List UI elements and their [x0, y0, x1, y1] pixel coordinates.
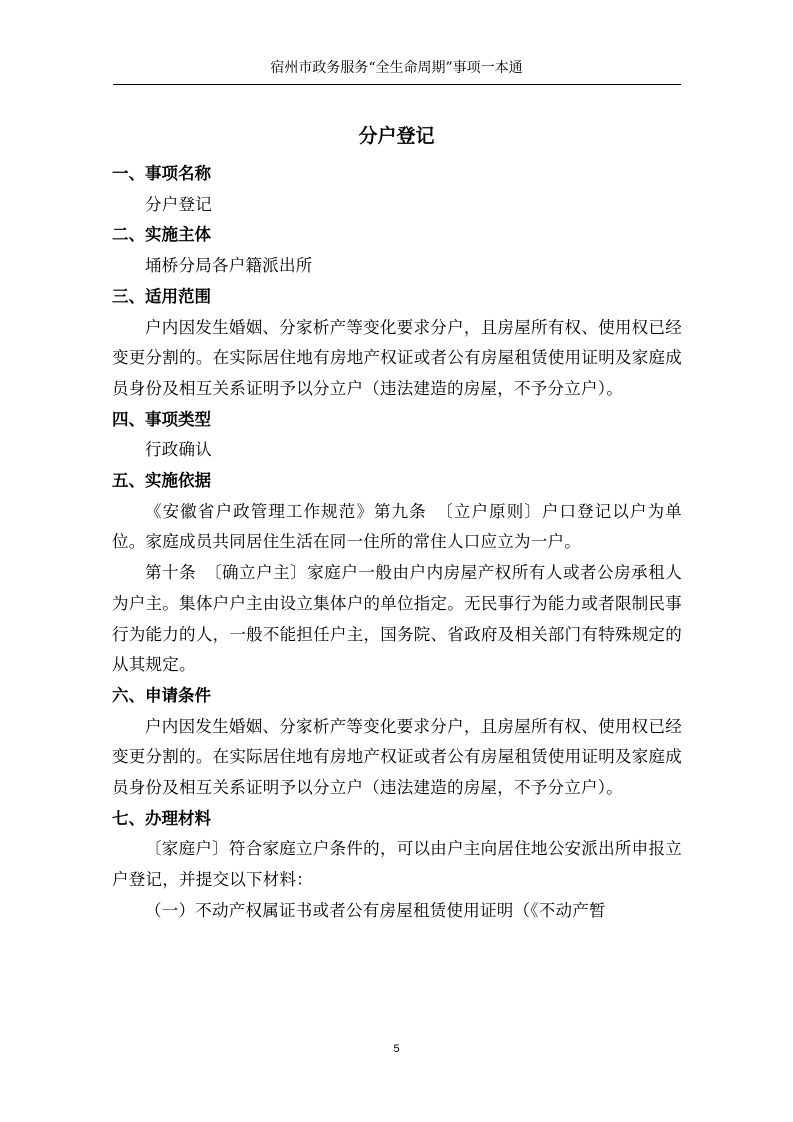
section-text-legal-basis-1: 《安徽省户政管理工作规范》第九条 〔立户原则〕户口登记以户为单位。家庭成员共同居住生活在同一住所的常住人口应立为一户。: [112, 501, 682, 552]
section-heading-scope: 三、适用范围: [112, 286, 211, 306]
page-number: 5: [393, 1043, 400, 1055]
page-header: 宿州市政务服务“全生命周期”事项一本通: [270, 60, 523, 76]
section-text-materials-1: 〔家庭户〕符合家庭立户条件的，可以由户主向居住地公安派出所申报立户登记，并提交以下材料：: [112, 839, 682, 890]
section-heading-item-type: 四、事项类型: [112, 409, 211, 429]
section-heading-conditions: 六、申请条件: [112, 685, 211, 705]
section-text-scope: 户内因发生婚姻、分家析产等变化要求分户，且房屋所有权、使用权已经变更分割的。在实际居住地有房地产权证或者公有房屋租赁使用证明及家庭成员身份及相互关系证明予以分立户（违法建造的房屋，不予分立户）。: [112, 317, 682, 398]
section-text-conditions: 户内因发生婚姻、分家析产等变化要求分户，且房屋所有权、使用权已经变更分割的。在实际居住地有房地产权证或者公有房屋租赁使用证明及家庭成员身份及相互关系证明予以分立户（违法建造的房屋，不予分立户）。: [112, 716, 682, 798]
section-heading-item-name: 一、事项名称: [112, 164, 211, 183]
section-text-materials-2: （一）不动产权属证书或者公有房屋租赁使用证明（《不动产暂: [145, 900, 606, 920]
section-text-item-type: 行政确认: [145, 440, 212, 460]
document-body: [112, 159, 682, 927]
section-text-item-name: 分户登记: [145, 194, 212, 214]
header-rule: [113, 84, 681, 85]
section-heading-legal-basis: 五、实施依据: [112, 471, 211, 491]
section-heading-materials: 七、办理材料: [112, 808, 211, 828]
section-text-implementer: 埇桥分局各户籍派出所: [145, 256, 313, 276]
section-text-legal-basis-2: 第十条 〔确立户主〕家庭户一般由户内房屋产权所有人或者公房承租人为户主。集体户户主由设立集体户的单位指定。无民事行为能力或者限制民事行为能力的人，一般不能担任户主，国务院、省政府及相关部门有特殊规定的从其规定。: [112, 563, 682, 675]
page-title: 分户登记: [358, 125, 435, 147]
section-heading-implementer: 二、实施主体: [112, 225, 211, 245]
